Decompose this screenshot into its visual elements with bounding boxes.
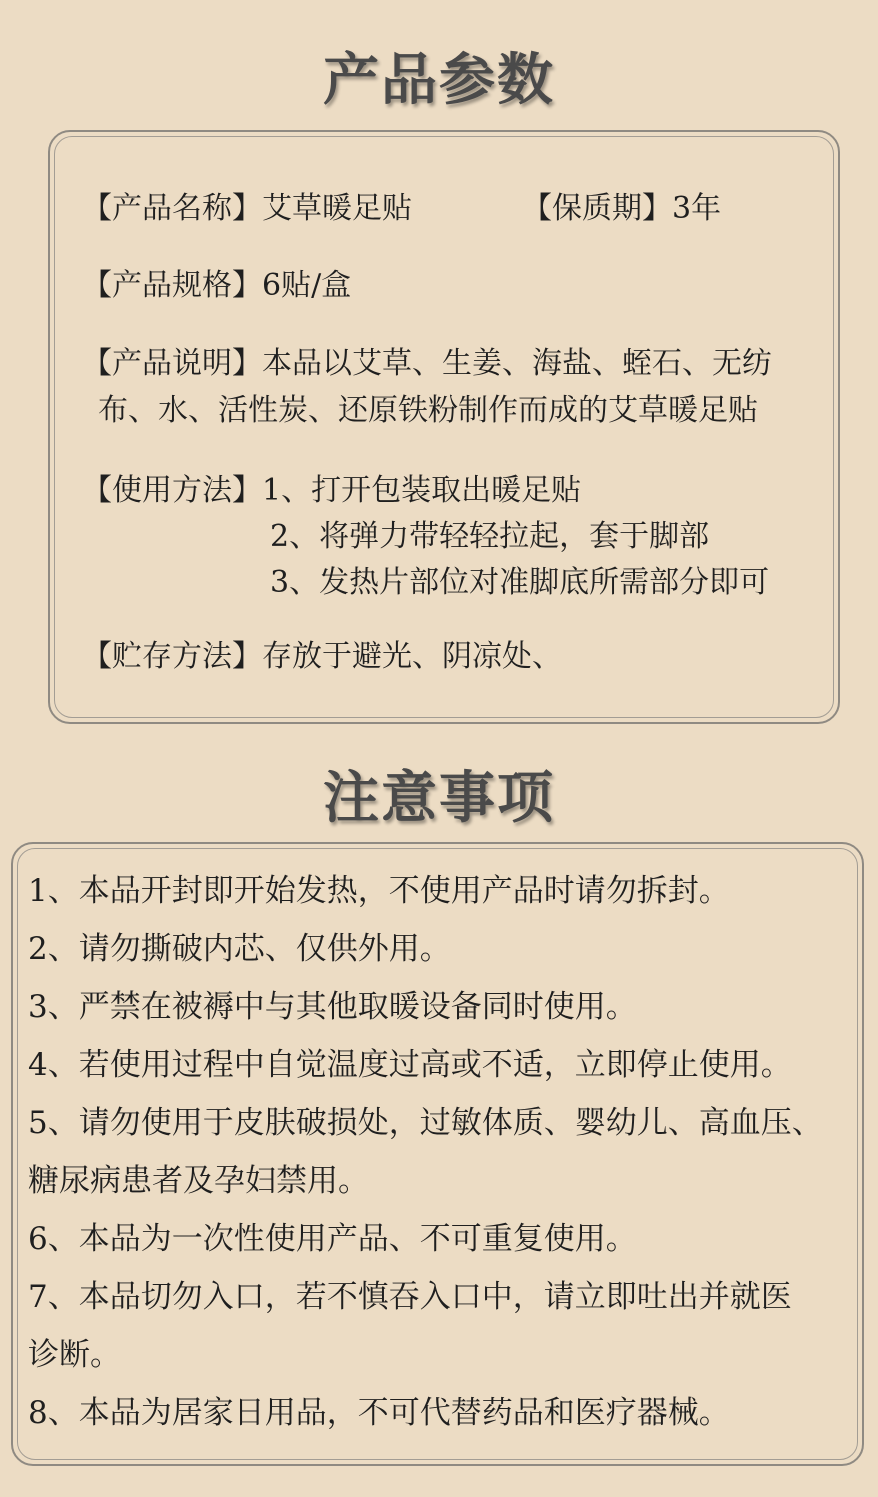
- usage-step-3: 3、发热片部位对准脚底所需部分即可: [270, 565, 770, 600]
- product-desc-line1: 本品以艾草、生姜、海盐、蛭石、无纺: [262, 346, 772, 381]
- note-line: 3、严禁在被褥中与其他取暖设备同时使用。: [28, 989, 637, 1025]
- shelf-life-label: 【保质期】: [522, 191, 672, 226]
- product-desc-row: [82, 345, 772, 383]
- note-line: 2、请勿撕破内芯、仅供外用。: [28, 931, 451, 967]
- storage-label: 【贮存方法】: [82, 639, 262, 674]
- shelf-life-value: 3年: [672, 191, 722, 226]
- note-line: 6、本品为一次性使用产品、不可重复使用。: [28, 1221, 637, 1257]
- usage-row: [82, 472, 581, 510]
- note-line: 4、若使用过程中自觉温度过高或不适，立即停止使用。: [28, 1047, 792, 1083]
- product-spec-label: 【产品规格】: [82, 268, 262, 303]
- params-section-title: 产品参数: [323, 48, 555, 113]
- note-line: 5、请勿使用于皮肤破损处，过敏体质、婴幼儿、高血压、: [28, 1105, 823, 1141]
- product-name-label: 【产品名称】: [82, 191, 262, 226]
- usage-step-1: 1、打开包装取出暖足贴: [262, 473, 582, 508]
- note-line: 1、本品开封即开始发热，不使用产品时请勿拆封。: [28, 873, 730, 909]
- note-line: 诊断。: [28, 1337, 121, 1373]
- product-desc-label: 【产品说明】: [82, 346, 262, 381]
- product-name-row: [82, 190, 412, 228]
- storage-row: [82, 638, 562, 676]
- product-desc-line2: 布、水、活性炭、还原铁粉制作而成的艾草暖足贴: [98, 393, 758, 428]
- note-line: 7、本品切勿入口，若不慎吞入口中，请立即吐出并就医: [28, 1279, 792, 1315]
- notes-section-title: 注意事项: [323, 766, 555, 831]
- usage-label: 【使用方法】: [82, 473, 262, 508]
- product-name-value: 艾草暖足贴: [262, 191, 412, 226]
- storage-value: 存放于避光、阴凉处、: [262, 639, 562, 674]
- shelf-life-row: [522, 190, 721, 228]
- product-spec-value: 6贴/盒: [262, 268, 352, 303]
- note-line: 8、本品为居家日用品，不可代替药品和医疗器械。: [28, 1395, 730, 1431]
- usage-step-2: 2、将弹力带轻轻拉起，套于脚部: [270, 519, 710, 554]
- product-spec-row: [82, 267, 351, 305]
- note-line: 糖尿病患者及孕妇禁用。: [28, 1163, 369, 1199]
